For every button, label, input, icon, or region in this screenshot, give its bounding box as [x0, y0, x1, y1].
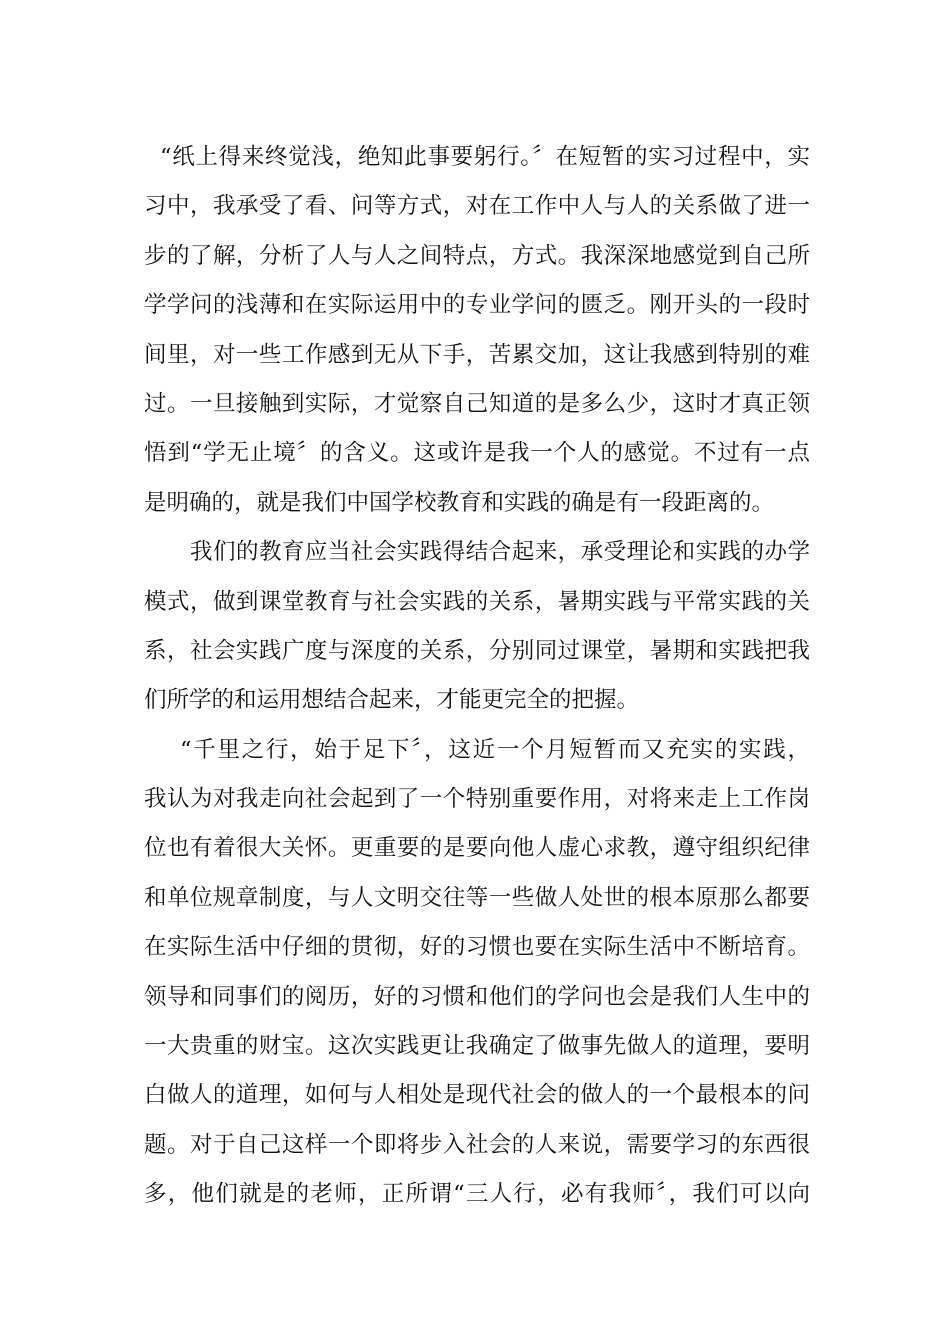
paragraph-1-line-3: 步的了解，分析了人与人之间特点，方式。我深深地感觉到自己所 — [144, 242, 810, 269]
paragraph-3-line-5: 在实际生活中仔细的贯彻，好的习惯也要在实际生活中不断培育。 — [144, 934, 810, 961]
paragraph-3-line-3: 位也有着很大关怀。更重要的是要向他人虚心求教，遵守组织纪律 — [144, 835, 810, 862]
paragraph-2-line-3: 系，社会实践广度与深度的关系，分别同过课堂，暑期和实践把我 — [144, 637, 810, 664]
paragraph-1-line-6: 过。一旦接触到实际，才觉察自己知道的是多么少，这时才真正领 — [144, 390, 810, 417]
paragraph-3-line-9: 题。对于自己这样一个即将步入社会的人来说，需要学习的东西很 — [144, 1131, 810, 1158]
body-text — [144, 133, 810, 1220]
paragraph-2-line-1: 我们的教育应当社会实践得结合起来，承受理论和实践的办学 — [190, 539, 810, 566]
paragraph-1-line-2: 习中，我承受了看、问等方式，对在工作中人与人的关系做了进一 — [144, 193, 810, 220]
paragraph-3-line-4: 和单位规章制度，与人文明交往等一些做人处世的根本原那么都要 — [144, 884, 810, 911]
paragraph-3-line-6: 领导和同事们的阅历，好的习惯和他们的学问也会是我们人生中的 — [144, 983, 810, 1010]
paragraph-3-line-8: 白做人的道理，如何与人相处是现代社会的做人的一个最根本的问 — [144, 1082, 810, 1109]
paragraph-3-line-10: 多，他们就是的老师，正所谓“三人行，必有我师〞，我们可以向 — [144, 1181, 810, 1208]
paragraph-1-line-1: “纸上得来终觉浅，绝知此事要躬行。〞在短暂的实习过程中，实 — [160, 144, 810, 170]
paragraph-1-line-4: 学学问的浅薄和在实际运用中的专业学问的匮乏。刚开头的一段时 — [144, 292, 810, 319]
paragraph-1-line-7: 悟到“学无止境〞的含义。这或许是我一个人的感觉。不过有一点 — [144, 440, 810, 467]
paragraph-1-line-5: 间里，对一些工作感到无从下手，苦累交加，这让我感到特别的难 — [144, 341, 810, 368]
paragraph-2-line-2: 模式，做到课堂教育与社会实践的关系，暑期实践与平常实践的关 — [144, 588, 810, 615]
paragraph-3-line-7: 一大贵重的财宝。这次实践更让我确定了做事先做人的道理，要明 — [144, 1033, 810, 1060]
paragraph-3-line-1: “千里之行，始于足下〞，这近一个月短暂而又充实的实践， — [180, 736, 810, 763]
paragraph-2-line-4: 们所学的和运用想结合起来，才能更完全的把握。 — [144, 687, 640, 714]
paragraph-3-line-2: 我认为对我走向社会起到了一个特别重要作用，对将来走上工作岗 — [144, 786, 810, 813]
paragraph-1-line-8: 是明确的，就是我们中国学校教育和实践的确是有一段距离的。 — [144, 489, 775, 516]
